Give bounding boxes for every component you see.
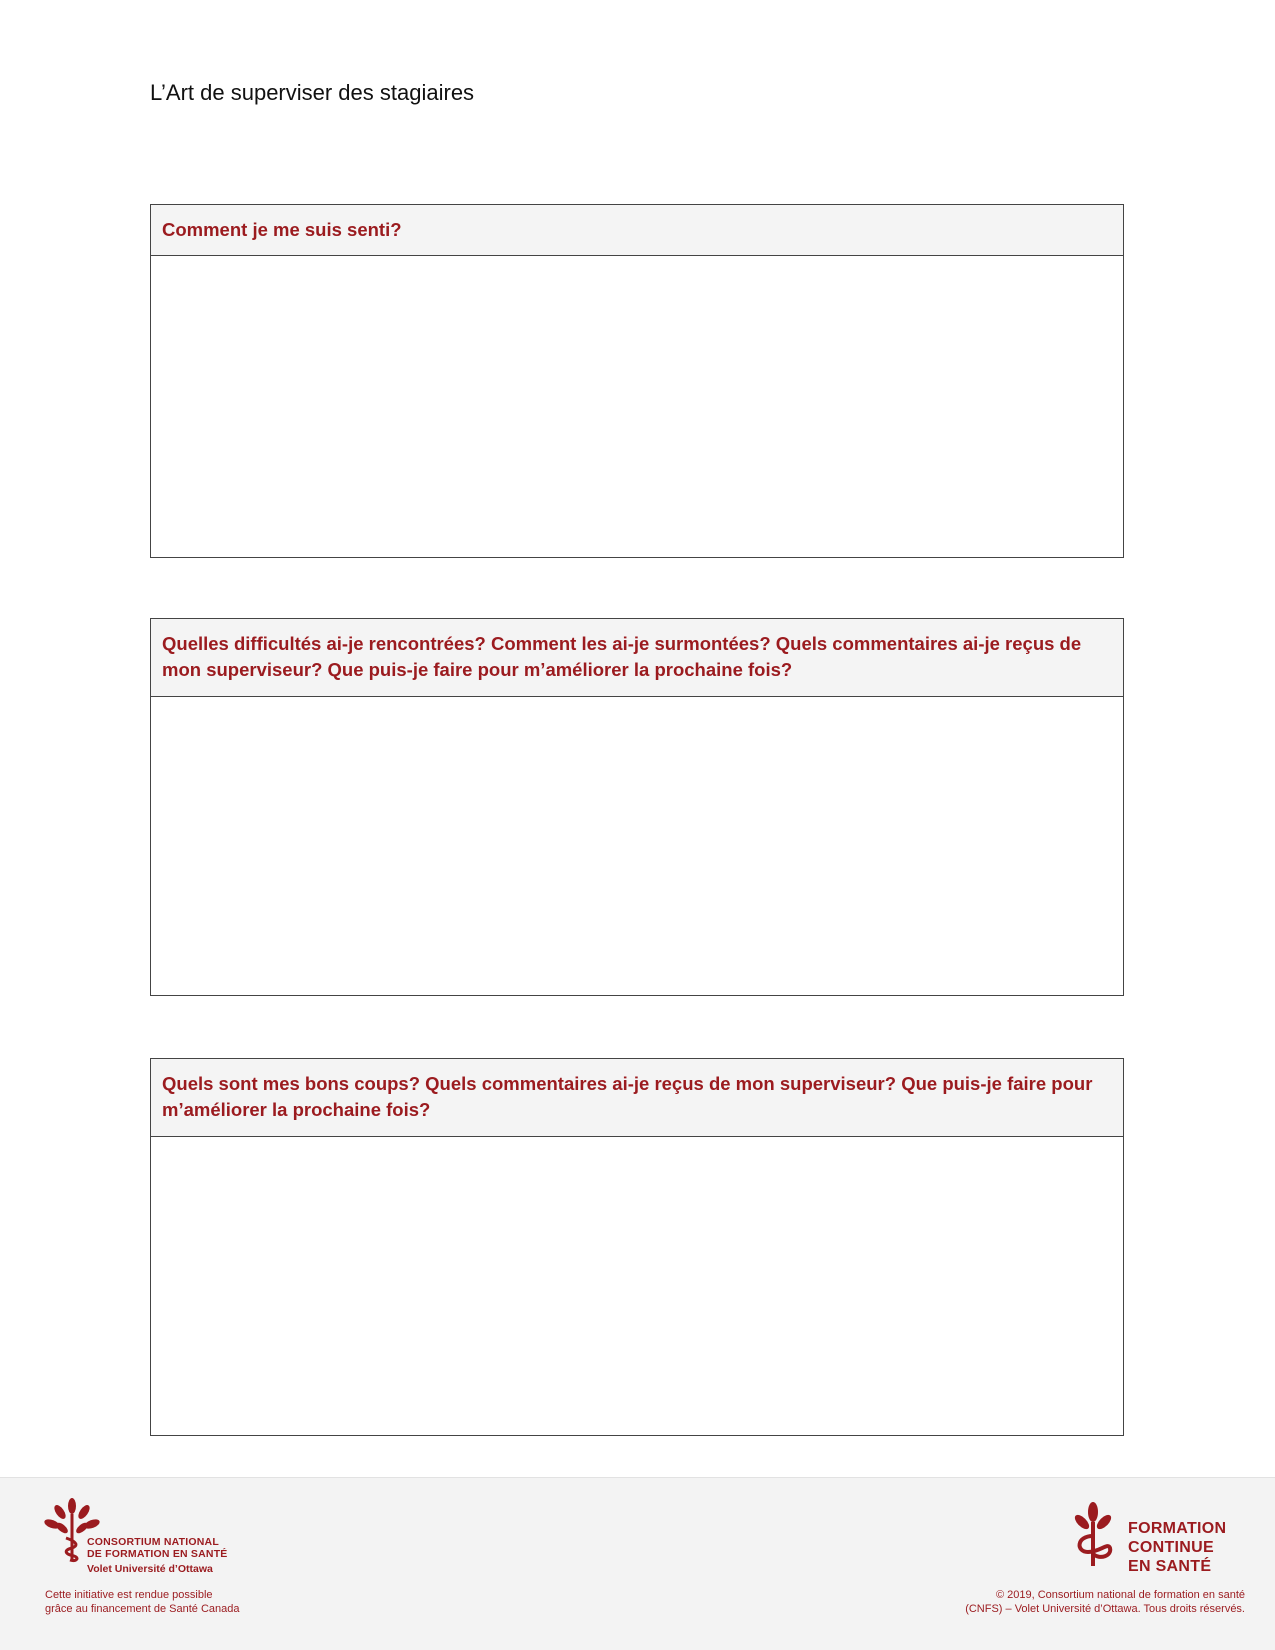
answer-area[interactable] xyxy=(151,256,1123,556)
fcs-brand-name: FORMATION CONTINUE EN SANTÉ xyxy=(1128,1520,1227,1575)
question-header: Comment je me suis senti? xyxy=(151,205,1123,256)
question-header: Quels sont mes bons coups? Quels commentaires ai-je reçus de mon superviseur? Que puis-je faire pour m’améliorer la prochaine fois? xyxy=(151,1059,1123,1137)
page-footer xyxy=(0,1477,1275,1650)
answer-area[interactable] xyxy=(151,1137,1123,1434)
question-header: Quelles difficultés ai-je rencontrées? Comment les ai-je surmontées? Quels commentaires ai-je reçus de mon superviseur? Que puis-je faire pour m’améliorer la prochaine fois? xyxy=(151,619,1123,697)
reflection-box-successes xyxy=(150,1058,1124,1436)
answer-area[interactable] xyxy=(151,697,1123,994)
funding-note: Cette initiative est rendue possible grâce au financement de Santé Canada xyxy=(45,1589,240,1615)
fcs-leaf-logo-icon xyxy=(1070,1502,1116,1568)
reflection-box-difficulties xyxy=(150,618,1124,996)
cnfs-name: CONSORTIUM NATIONAL DE FORMATION EN SANTÉ xyxy=(87,1536,228,1560)
reflection-box-feelings xyxy=(150,204,1124,558)
copyright-notice: © 2019, Consortium national de formation en santé (CNFS) – Volet Université d’Ottawa. Tous droits réservés. xyxy=(965,1589,1245,1615)
document-title: L’Art de superviser des stagiaires xyxy=(150,80,475,105)
cnfs-subtitle: Volet Université d’Ottawa xyxy=(87,1563,213,1575)
